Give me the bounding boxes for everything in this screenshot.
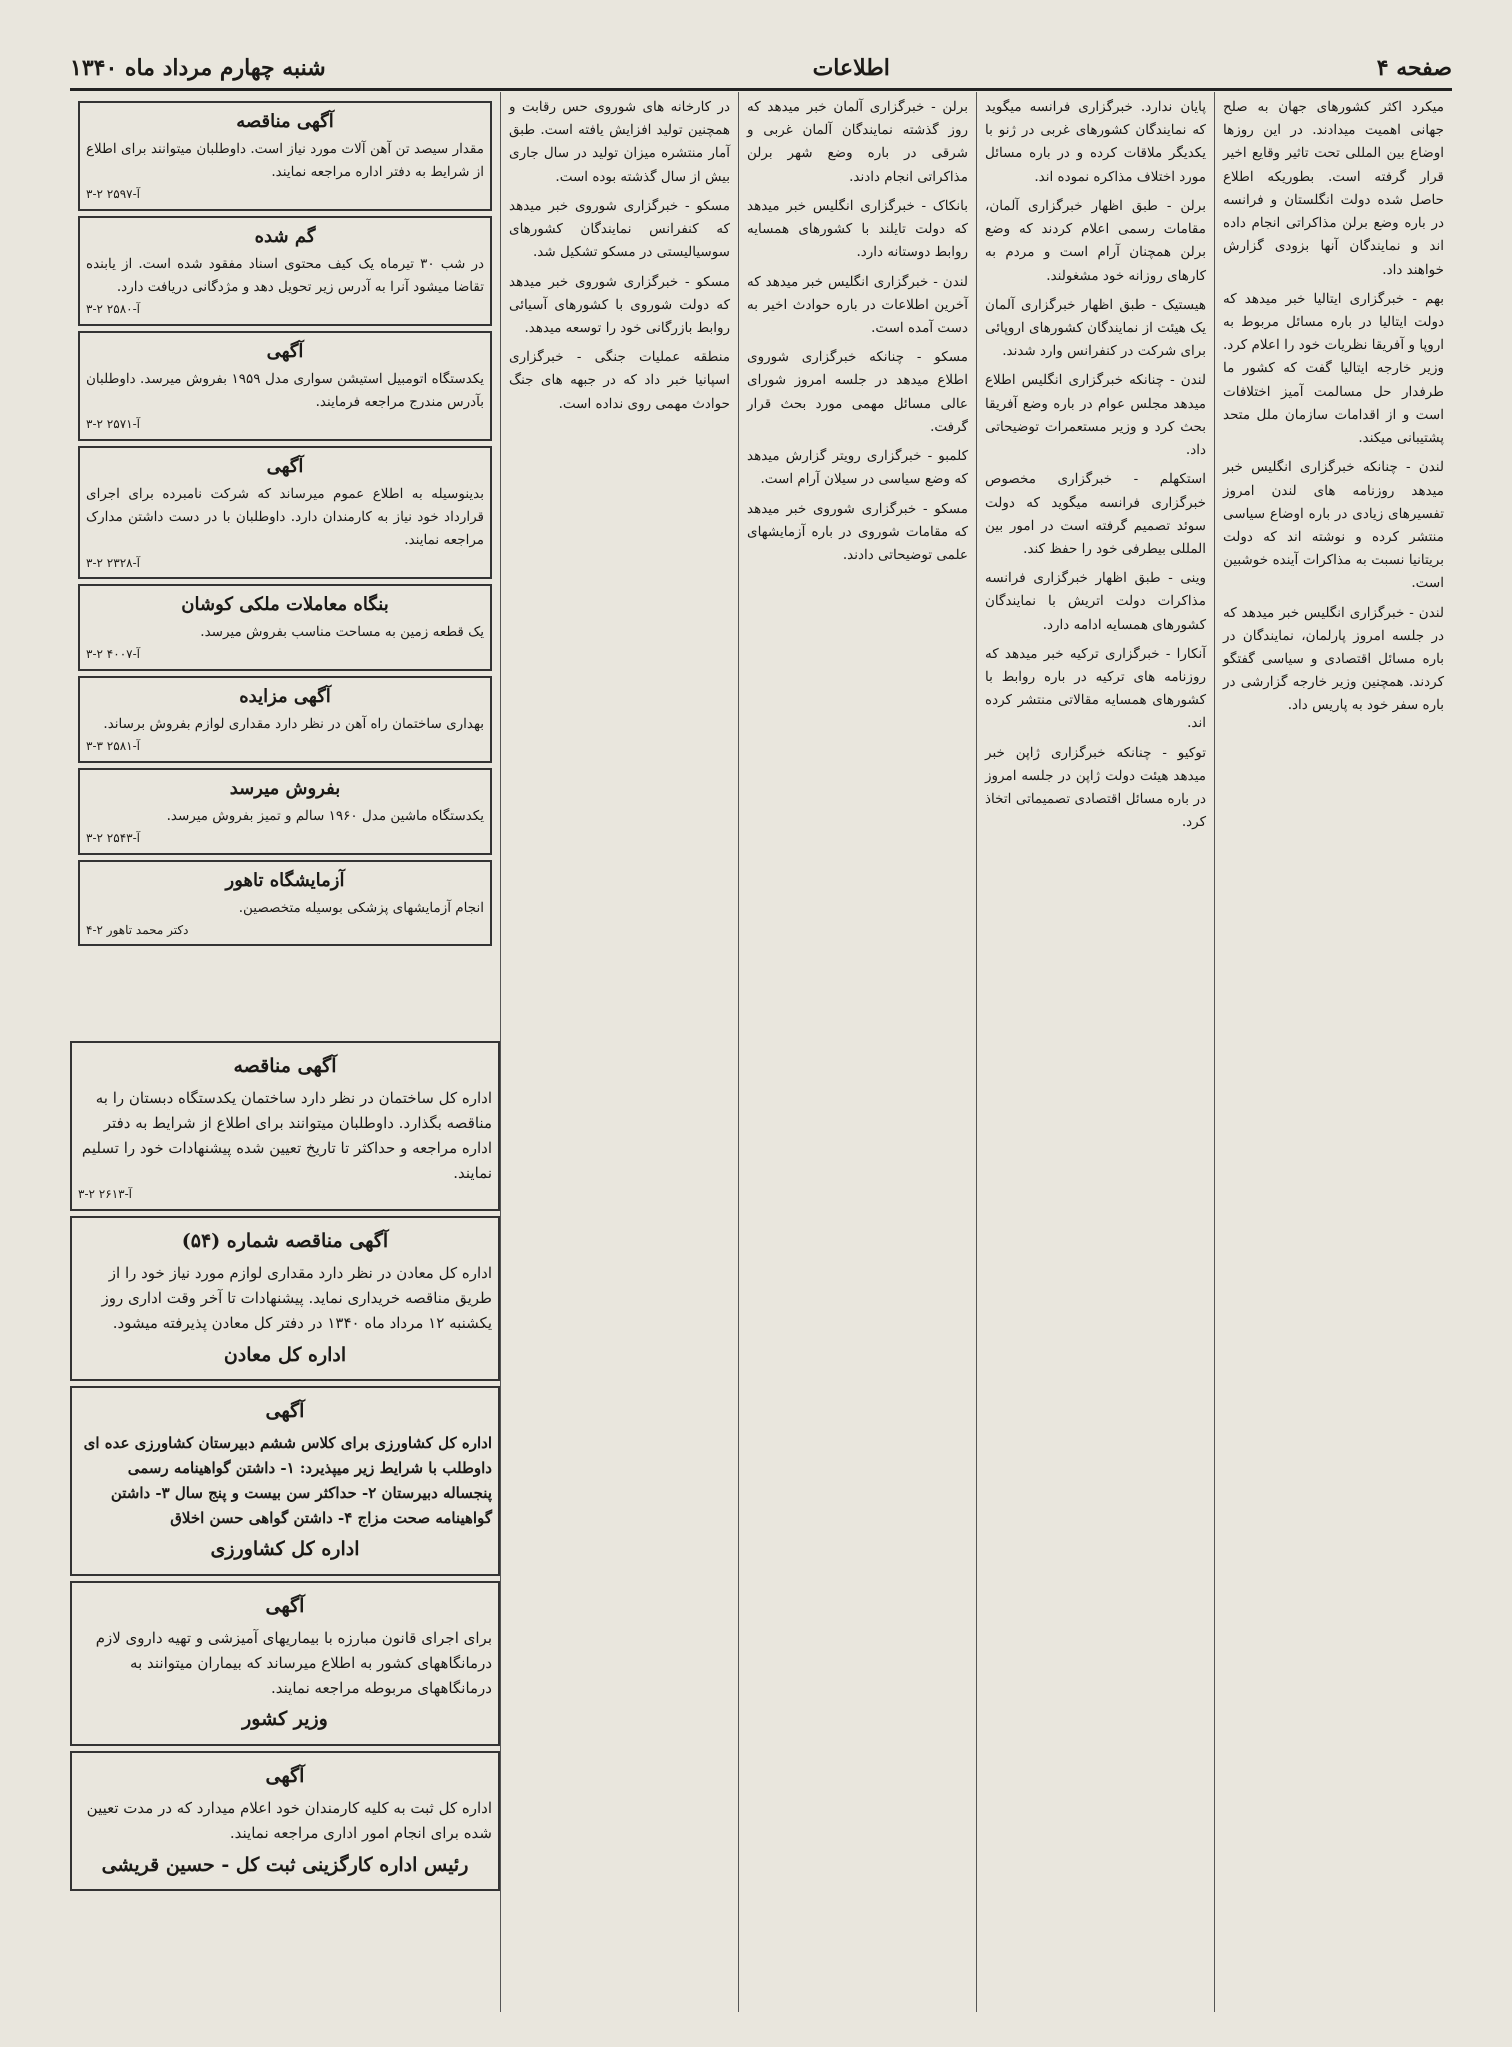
article-paragraph: لندن - خبرگزاری انگلیس خبر میدهد که در جلسه امروز پارلمان، نمایندگان در باره مسائل اقتصادی و سیاسی گفتگو کردند. همچنین وزیر خارجه گزارشی در باره سفر خود به پاریس داد. [1223,604,1444,714]
tender-ad-54 [70,1216,500,1381]
classified-ad [78,860,492,947]
ad-signature: اداره کل معادن [223,1343,347,1366]
article-paragraph: وینی - طبق اظهار خبرگزاری فرانسه مذاکرات دولت اتریش با نمایندگان کشورهای همسایه ادامه دارد. [985,570,1206,633]
article-paragraph: لندن - چنانکه خبرگزاری انگلیس خبر میدهد روزنامه های لندن امروز تفسیرهای زیادی در باره اوضاع سیاسی منتشر کرده و نوشته اند که دولت بریتانیا نسبت به مذاکرات آینده خوشبین است. [1223,459,1444,592]
ad-body: بهداری ساختمان راه آهن در نظر دارد مقداری لوازم بفروش برساند. [103,716,484,733]
ad-body: اداره کل معادن در نظر دارد مقداری لوازم مورد نیاز خود را از طریق مناقصه خریداری نماید. پیشنهادات تا آخر وقت اداری روز یکشنبه ۱۲ مرداد ماه ۱۳۴۰ در دفتر کل معادن پذیرفته میشود. [101,1264,492,1332]
ad-body: در شب ۳۰ تیرماه یک کیف محتوی اسناد مفقود شده است. از یابنده تقاضا میشود آنرا به آدرس زیر تحویل دهد و مژدگانی دریافت دارد. [86,255,484,296]
ad-body: مقدار سیصد تن آهن آلات مورد نیاز است. داوطلبان میتوانند برای اطلاع از شرایط به دفتر اداره مراجعه نمایند. [86,140,484,181]
article-paragraph: برلن - طبق اظهار خبرگزاری آلمان، مقامات رسمی اعلام کردند که وضع برلن همچنان آرام است و مردم به کارهای روزانه خود مشغولند. [985,197,1206,284]
article-paragraph: مسکو - خبرگزاری شوروی خبر میدهد که مقامات شوروی در باره آزمایشهای علمی توضیحاتی دادند. [747,500,968,563]
article-paragraph: آنکارا - خبرگزاری ترکیه خبر میدهد که روزنامه های ترکیه در باره روابط با کشورهای همسایه مقالاتی منتشر کرده اند. [985,645,1206,732]
classified-ad [78,768,492,855]
ad-body: اداره کل کشاورزی برای کلاس ششم دبیرستان کشاورزی عده ای داوطلب با شرایط زیر میپذیرد: ۱- داشتن گواهینامه رسمی پنجساله دبیرستان ۲- حداکثر سن بیست و پنج سال ۳- داشتن گواهینامه صحت مزاج ۴- داشتن گواهی حسن اخلاق [83,1434,492,1527]
registry-ad [70,1751,500,1891]
ad-title: آگهی [266,341,304,363]
ad-signature: رئیس اداره کارگزینی ثبت کل - حسین قریشی [101,1853,469,1876]
article-paragraph: توکیو - چنانکه خبرگزاری ژاپن خبر میدهد هیئت دولت ژاپن در جلسه امروز در باره مسائل اقتصادی تصمیماتی اتخاذ کرد. [985,744,1206,831]
health-ad [70,1581,500,1746]
ad-meta: آ-۲۵۸۰ ۲-۳ [86,302,140,317]
classified-ad [78,676,492,763]
date-line: شنبه چهارم مرداد ماه ۱۳۴۰ [70,55,326,81]
ad-signature: وزیر کشور [242,1708,328,1731]
tender-ad [70,1041,500,1211]
ad-body: یک قطعه زمین به مساحت مناسب بفروش میرسد. [200,624,484,641]
ad-title: آزمایشگاه تاهور [225,869,345,891]
ad-body: یکدستگاه ماشین مدل ۱۹۶۰ سالم و تمیز بفروش میرسد. [166,807,484,824]
ad-meta: آ-۲۵۷۱ ۲-۳ [86,417,140,432]
ad-signature: اداره کل کشاورزی [210,1538,360,1561]
ad-body: انجام آزمایشهای پزشکی بوسیله متخصصین. [238,899,484,916]
article-paragraph: پایان ندارد. خبرگزاری فرانسه میگوید که نمایندگان کشورهای غربی در ژنو با یکدیگر ملاقات کرده و در باره مسائل مورد اختلاف مذاکره نموده اند. [985,99,1206,185]
column-5-classifieds [70,92,500,1032]
ad-title: گم شده [254,226,316,248]
article-paragraph: بهم - خبرگزاری ایتالیا خبر میدهد که دولت ایتالیا در باره مسائل مربوط به اروپا و آفریقا نظریات خود را اعلام کرد. وزیر خارجه ایتالیا گفت که کشور ما طرفدار حل مسالمت آمیز اختلافات است و از اقدامات سازمان ملل متحد پشتیبانی میکند. [1223,290,1444,447]
ad-title: آگهی [266,456,304,478]
article-paragraph: هیستیک - طبق اظهار خبرگزاری آلمان یک هیئت از نمایندگان کشورهای اروپائی برای شرکت در کنفرانس وارد شدند. [985,296,1206,360]
page-number: صفحه ۴ [1376,55,1452,81]
ad-body: یکدستگاه اتومبیل استیشن سواری مدل ۱۹۵۹ بفروش میرسد. داوطلبان بآدرس مندرج مراجعه فرمایند. [86,370,484,411]
column-4 [500,92,738,2012]
article-paragraph: منطقه عملیات جنگی - خبرگزاری اسپانیا خبر داد که در جبهه های جنگ حوادث مهمی روی نداده است. [509,349,730,412]
ad-meta: آ-۲۵۹۷ ۲-۳ [86,187,140,202]
ad-title: آگهی [265,1594,305,1617]
column-1 [1214,92,1452,2012]
article-paragraph: استکهلم - خبرگزاری مخصوص خبرگزاری فرانسه میگوید که دولت سوئد تصمیم گرفته است در امور بین المللی بیطرفی خود را حفظ کند. [985,471,1206,557]
classified-ad [78,584,492,671]
article-paragraph: بانکاک - خبرگزاری انگلیس خبر میدهد که دولت تایلند با کشورهای همسایه روابط دوستانه دارد. [747,197,968,261]
article-paragraph: لندن - خبرگزاری انگلیس خبر میدهد که آخرین اطلاعات در باره حوادث اخیر به دست آمده است. [747,273,968,336]
article-paragraph: مسکو - خبرگزاری شوروی خبر میدهد که دولت شوروی با کشورهای آسیائی روابط بازرگانی خود را توسعه میدهد. [509,273,730,336]
ad-meta: دکتر محمد تاهور ۲-۴ [86,922,189,937]
article-paragraph: لندن - چنانکه خبرگزاری انگلیس اطلاع میدهد مجلس عوام در باره وضع آفریقا بحث کرد و وزیر مستعمرات توضیحاتی داد. [985,372,1206,459]
ad-title: بنگاه معاملات ملکی کوشان [181,594,389,616]
ad-title: آگهی مزایده [239,686,331,708]
ad-meta: آ-۲۵۸۱ ۳-۳ [86,739,140,754]
article-paragraph: مسکو - خبرگزاری شوروی خبر میدهد که کنفرانس نمایندگان کشورهای سوسیالیستی در مسکو تشکیل شد. [509,197,730,261]
article-paragraph: میکرد اکثر کشورهای جهان به صلح جهانی اهمیت میدادند. در این روزها اوضاع بین المللی تحت تاثیر وقایع اخیر قرار گرفته است. بطوریکه اطلاع حاصل شده دولت انگلستان و فرانسه در باره وضع برلن مذاکراتی انجام داده اند و نمایندگان آنها بزودی گزارش خواهند داد. [1223,99,1444,278]
ad-meta: آ-۲۵۴۳ ۲-۳ [86,831,140,846]
ad-body: اداره کل ثبت به کلیه کارمندان خود اعلام میدارد که در مدت تعیین شده برای انجام امور اداری مراجعه نمایند. [86,1799,492,1842]
ad-title: آگهی مناقصه [233,1055,337,1077]
article-paragraph: مسکو - چنانکه خبرگزاری شوروی اطلاع میدهد در جلسه امروز شورای عالی مسائل مهمی مورد بحث قرار گرفت. [747,349,968,435]
column-2 [976,92,1214,2012]
ad-title: آگهی مناقصه [236,111,334,132]
classified-ad [78,331,492,441]
ad-body: برای اجرای قانون مبارزه با بیماریهای آمیزشی و تهیه داروی لازم درمانگاههای کشور به اطلاع میرساند که بیماران میتوانند به درمانگاههای مربوطه مراجعه نمایند. [95,1629,492,1697]
classified-ad [78,101,492,211]
ad-body: بدینوسیله به اطلاع عموم میرساند که شرکت نامبرده برای اجرای قرارداد خود نیاز به کارمندان دارد. داوطلبان با در دست داشتن مدارک مراجعه نمایند. [86,486,484,549]
paper-name: اطلاعات [812,55,890,81]
agriculture-ad [70,1386,500,1576]
article-paragraph: برلن - خبرگزاری آلمان خبر میدهد که روز گذشته نمایندگان آلمان غربی و شرقی در باره وضع شهر برلن مذاکراتی انجام دادند. [747,99,968,185]
ad-meta: آ-۲۶۱۳ ۲-۳ [78,1187,132,1202]
classified-ad [78,446,492,579]
ad-title: آگهی مناقصه شماره (۵۴) [181,1230,389,1253]
ad-title: آگهی [265,1764,305,1787]
ad-body: اداره کل ساختمان در نظر دارد ساختمان یکدستگاه دبستان را به مناقصه بگذارد. داوطلبان میتوانند برای اطلاع از شرایط به دفتر اداره مراجعه و حداکثر تا تاریخ تعیین شده پیشنهادات خود را تسلیم نمایند. [81,1089,492,1182]
column-3 [738,92,976,2012]
classified-ad [78,216,492,326]
page-header [70,48,1452,91]
ad-title: آگهی [265,1400,305,1423]
ad-meta: آ-۴۰۰۷ ۲-۳ [86,647,140,662]
ad-title: بفروش میرسد [229,777,341,799]
ad-meta: آ-۲۳۲۸ ۲-۳ [86,555,140,570]
wide-ads-section [70,1036,500,2012]
article-paragraph: کلمبو - خبرگزاری رویتر گزارش میدهد که وضع سیاسی در سیلان آرام است. [747,448,968,488]
article-paragraph: در کارخانه های شوروی حس رقابت و همچنین تولید افزایش یافته است. طبق آمار منتشره میزان تولید در سال جاری بیش از سال گذشته بوده است. [509,99,730,185]
